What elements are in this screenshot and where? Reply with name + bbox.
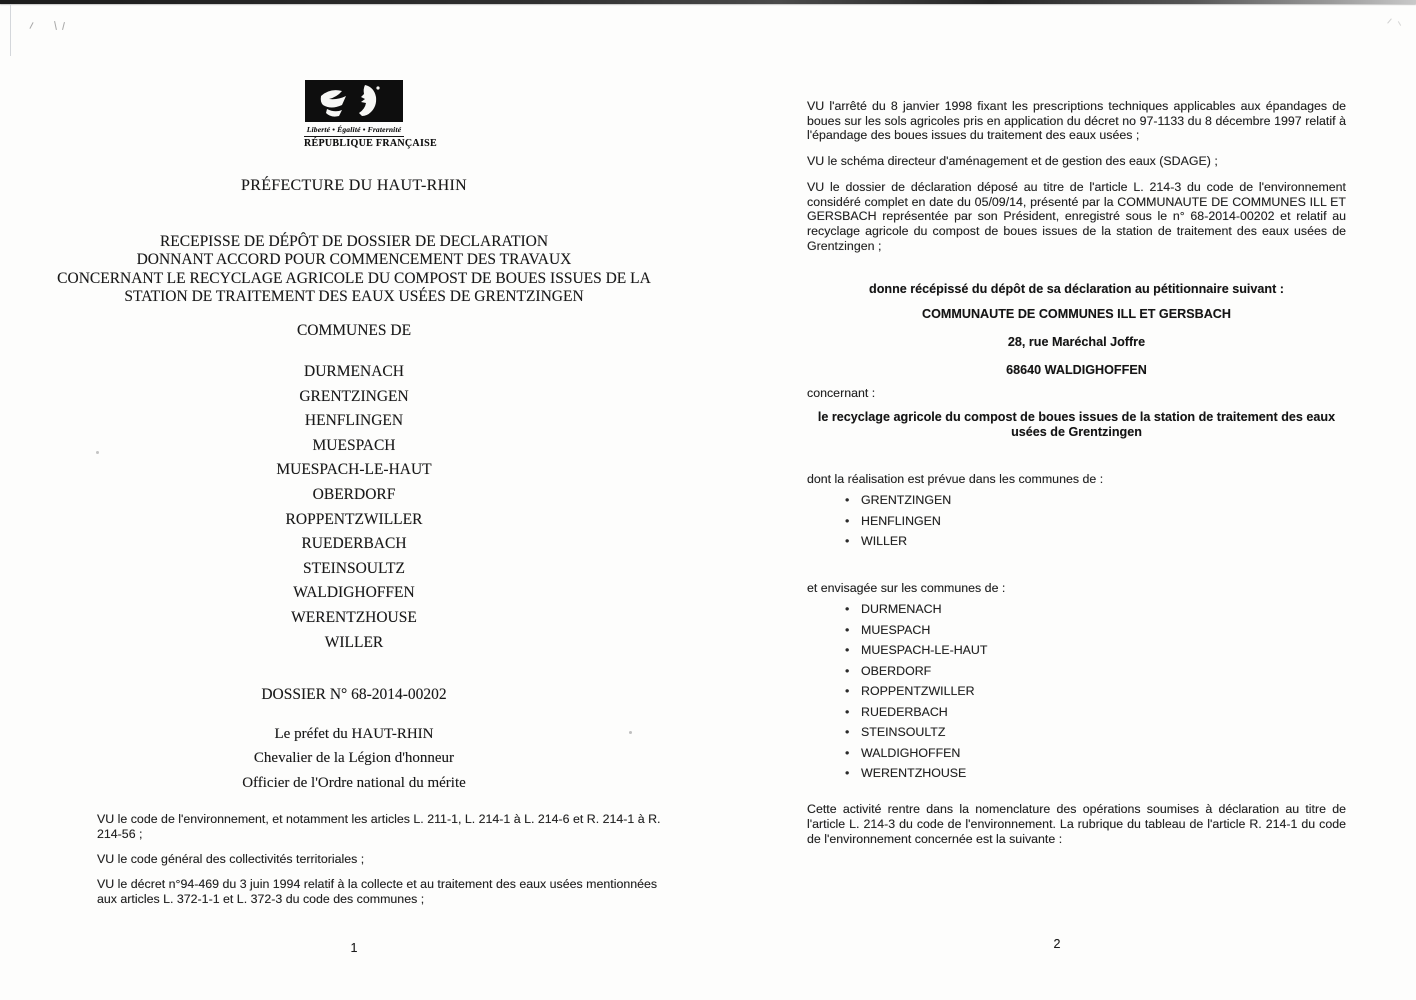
vu-paragraph: VU le code de l'environnement, et notamment les articles L. 211-1, L. 214-1 à L. 214-6 et R. 214-1 à R. 214-56 ; [97,812,661,841]
commune-name: DURMENACH [304,363,404,380]
commune-list [0,360,708,655]
logo-republic-label: RÉPUBLIQUE FRANÇAISE [304,137,437,149]
commune-name: WERENTZHOUSE [291,608,417,626]
document-title-line: DONNANT ACCORD POUR COMMENCEMENT DES TRAVAUX [136,251,572,269]
document-title-line: CONCERNANT LE RECYCLAGE AGRICOLE DU COMPOST DE BOUES ISSUES DE LA [57,269,651,287]
document-title [0,233,708,306]
commune-name: MUESPACH [861,622,931,637]
list-item [845,743,1325,764]
list-item [845,702,1325,723]
commune-name: WERENTZHOUSE [861,766,967,780]
prefet-title-line: Chevalier de la Légion d'honneur [253,750,455,767]
vu-paragraphs [807,99,1346,253]
commune-name: MUESPACH-LE-HAUT [276,461,432,479]
republique-francaise-logo [304,80,437,149]
bullet-icon: • [845,704,850,719]
dossier-number: DOSSIER N° 68-2014-00202 [261,686,447,703]
prefet-titles [0,722,708,795]
page-number: 1 [350,941,358,955]
list-item [845,511,1325,532]
vu-paragraph: VU l'arrêté du 8 janvier 1998 fixant les prescriptions techniques applicables aux épandages de boues sur les sols agricoles pris en application du décret no 97-1133 du 8 décembre 1997 relatif à l'épandage des boues issues du traitement des eaux usées ; [807,99,1346,143]
page-number: 2 [1053,937,1061,951]
objet-statement: le recyclage agricole du compost de boues issues de la station de traitement des eaux usées de Grentzingen [817,410,1336,439]
prefet-title-line: Le préfet du HAUT-RHIN [274,726,434,742]
commune-name: ROPPENTZWILLER [285,510,423,528]
bullet-icon: • [845,643,850,657]
logo-divider [304,136,404,137]
envisagee-commune-list [845,599,1325,784]
bullet-icon: • [845,622,850,637]
document-title-line: STATION DE TRAITEMENT DES EAUX USÉES DE GRENTZINGEN [124,287,584,305]
commune-name: HENFLINGEN [304,412,404,430]
document-title-line: RECEPISSE DE DÉPÔT DE DOSSIER DE DECLARATION [159,233,549,250]
document-page-2 [705,0,1416,1000]
commune-name: DURMENACH [861,602,942,616]
recepisse-statement: donne récépissé du dépôt de sa déclaration au pétitionnaire suivant : [869,282,1284,296]
commune-name: WALDIGHOFFEN [861,745,961,760]
vu-paragraph: VU le décret n°94-469 du 3 juin 1994 relatif à la collecte et au traitement des eaux usées mentionnées aux articles L. 372-1-1 et L. 372-3 du code des communes ; [97,877,658,906]
prefecture-heading: PRÉFECTURE DU HAUT-RHIN [241,177,467,194]
list-item [845,620,1325,641]
list-item [845,640,1325,661]
commune-name: WILLER [861,534,908,548]
commune-name: WALDIGHOFFEN [293,584,415,602]
envisagee-intro: et envisagée sur les communes de : [807,581,1006,595]
list-item [845,531,1325,552]
bullet-icon: • [845,493,850,507]
realisation-commune-list [845,490,1325,552]
list-item [845,661,1325,682]
commune-name: MUESPACH-LE-HAUT [861,643,988,657]
nomenclature-paragraph: Cette activité rentre dans la nomenclature des opérations soumises à déclaration au titre de l'article L. 214-3 du code de l'environnement. La rubrique du tableau de l'article R. 214-1 du code de l'environnement concernée est la suivante : [807,802,1346,846]
commune-name: MUESPACH [312,436,396,454]
logo-motto: Liberté • Égalité • Fraternité [306,125,402,134]
vu-paragraph: VU le code général des collectivités territoriales ; [97,852,365,866]
petitionnaire-city: 68640 WALDIGHOFFEN [1006,363,1147,377]
commune-name: WILLER [324,633,384,651]
commune-name: HENFLINGEN [861,513,941,528]
bullet-icon: • [845,534,850,548]
concernant-label: concernant : [807,386,876,400]
realisation-intro: dont la réalisation est prévue dans les communes de : [807,472,1104,486]
commune-name: GRENTZINGEN [299,387,409,405]
petitionnaire-name: COMMUNAUTE DE COMMUNES ILL ET GERSBACH [921,307,1231,321]
commune-name: STEINSOULTZ [303,559,405,577]
marianne-logo-icon [305,80,403,122]
commune-name: GRENTZINGEN [861,493,952,507]
commune-name: RUEDERBACH [861,704,948,719]
bullet-icon: • [845,766,850,780]
commune-name: OBERDORF [312,485,396,503]
list-item [845,681,1325,702]
list-item [845,599,1325,620]
bullet-icon: • [845,602,850,616]
commune-name: OBERDORF [861,663,932,678]
list-item [845,763,1325,784]
vu-paragraphs [97,812,662,917]
list-item [845,722,1325,743]
vu-paragraph: VU le schéma directeur d'aménagement et de gestion des eaux (SDAGE) ; [807,154,1218,169]
petitionnaire-street: 28, rue Maréchal Joffre [1007,335,1146,349]
vu-paragraph: VU le dossier de déclaration déposé au titre de l'article L. 214-3 du code de l'environnement considéré complet en date du 05/09/14, présenté par la COMMUNAUTE DE COMMUNES ILL ET GERSBACH représentée par son Président, enregistré sous le n° 68-2014-00202 et relatif au recyclage agricole du compost de boues issues de la station de traitement des eaux usées de Grentzingen ; [807,179,1346,253]
bullet-icon: • [845,663,850,678]
bullet-icon: • [845,725,850,739]
communes-header: COMMUNES DE [296,322,412,339]
bullet-icon: • [845,513,850,528]
bullet-icon: • [845,745,850,760]
prefet-title-line: Officier de l'Ordre national du mérite [242,774,466,791]
commune-name: RUEDERBACH [301,535,407,553]
commune-name: STEINSOULTZ [861,725,946,739]
commune-name: ROPPENTZWILLER [861,684,975,698]
bullet-icon: • [845,684,850,698]
list-item [845,490,1325,511]
